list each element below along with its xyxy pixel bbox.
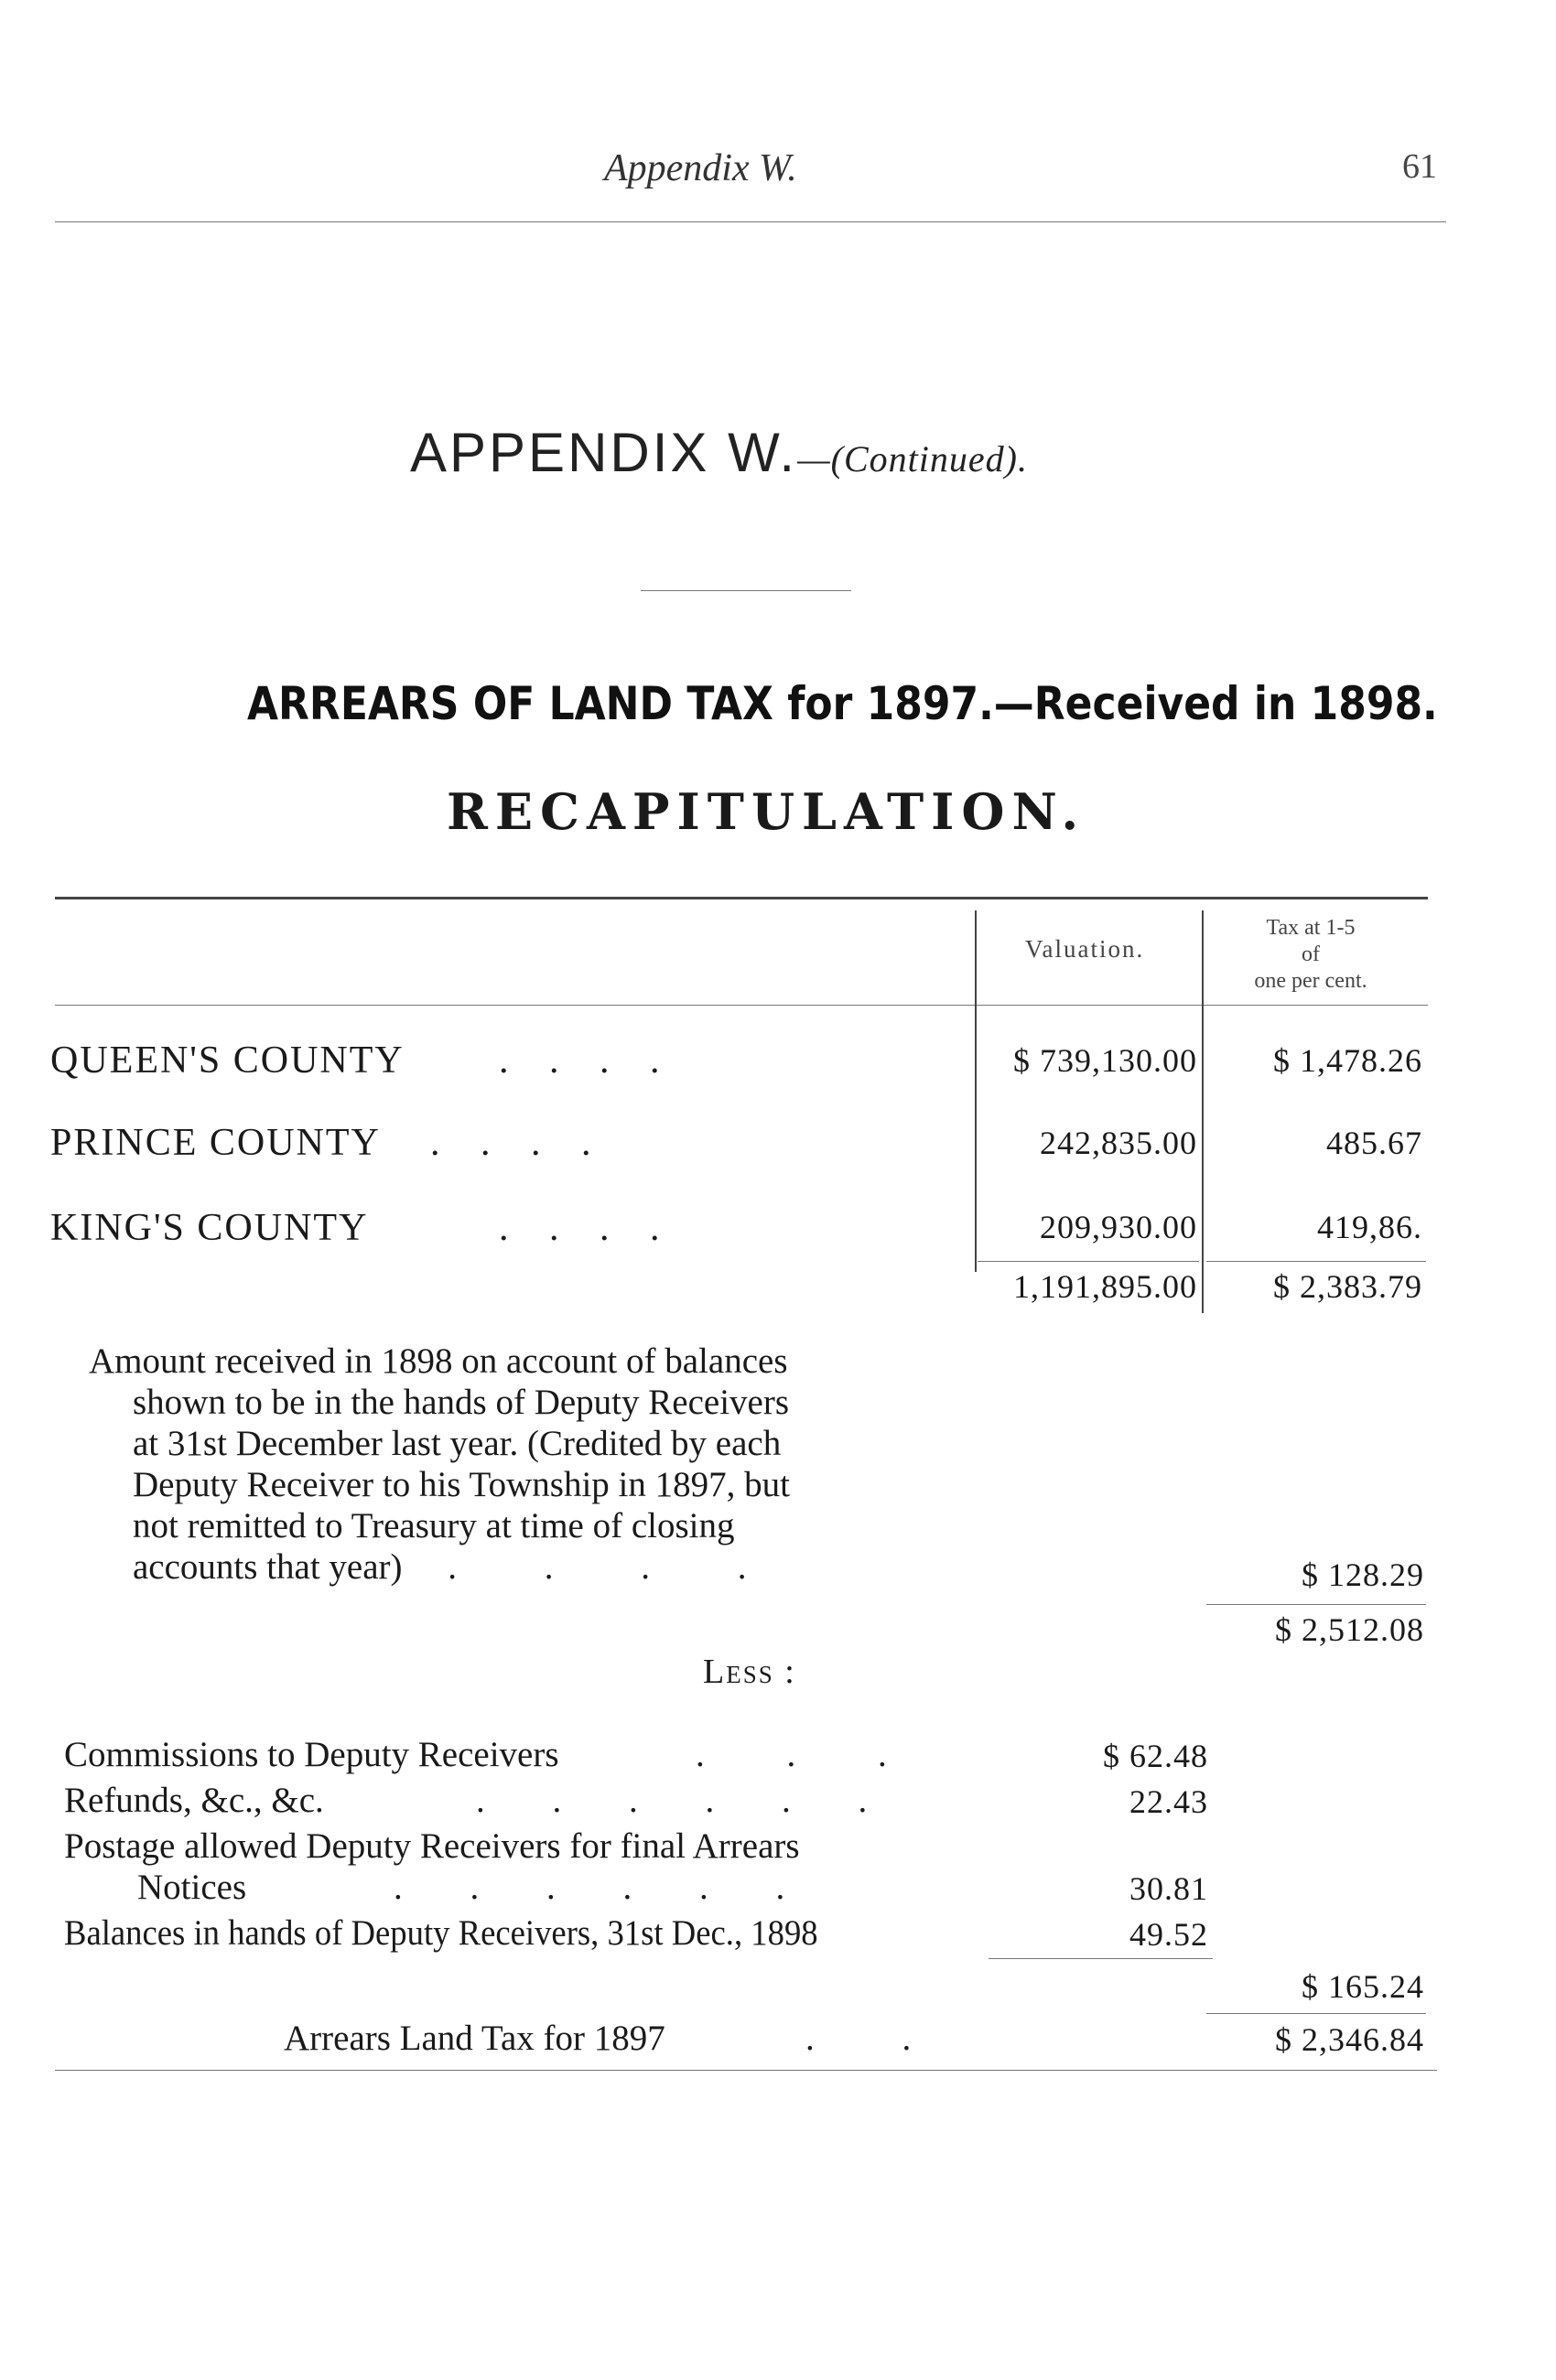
table-head-rule bbox=[55, 1005, 1428, 1006]
row-tax: $ 1,478.26 bbox=[1273, 1042, 1422, 1079]
running-title: Appendix W. bbox=[604, 147, 797, 189]
final-amount: $ 2,346.84 bbox=[1275, 2021, 1424, 2058]
deduction-amount: $ 62.48 bbox=[1103, 1738, 1208, 1774]
final-leaders: . . bbox=[805, 2019, 912, 2058]
county-name: QUEEN'S COUNTY bbox=[50, 1039, 405, 1082]
amount-line: not remitted to Treasury at time of closing bbox=[133, 1506, 735, 1545]
row-leaders: . . . . bbox=[499, 1039, 660, 1082]
subtotal-value: $ 2,512.08 bbox=[1275, 1611, 1424, 1648]
amount-line: Amount received in 1898 on account of balances bbox=[89, 1341, 788, 1381]
deduction-label: Postage allowed Deputy Receivers for final Arrears bbox=[64, 1826, 800, 1866]
col-header-tax bbox=[1210, 915, 1411, 995]
total-tax: $ 2,383.79 bbox=[1273, 1268, 1422, 1305]
deduction-amount: 22.43 bbox=[1129, 1783, 1208, 1820]
deduction-leaders: . . . bbox=[696, 1735, 887, 1774]
header-rule bbox=[55, 221, 1446, 222]
deductions-rule bbox=[989, 1958, 1213, 1959]
col-header-tax-line2: of bbox=[1302, 942, 1320, 966]
final-label: Arrears Land Tax for 1897 bbox=[284, 2019, 665, 2058]
amount-line: Deputy Receiver to his Township in 1897, but bbox=[133, 1465, 790, 1504]
total-rule-tax bbox=[1206, 1261, 1426, 1262]
amount-received-value: $ 128.29 bbox=[1302, 1556, 1424, 1593]
total-rule-valuation bbox=[978, 1261, 1199, 1262]
col-divider-1 bbox=[975, 910, 977, 1272]
amount-line bbox=[133, 1546, 993, 1588]
title-rule bbox=[641, 590, 851, 591]
row-valuation: 242,835.00 bbox=[1040, 1125, 1197, 1161]
deduction-label: Refunds, &c., &c. bbox=[64, 1781, 324, 1820]
subtotal-rule bbox=[1206, 1604, 1426, 1605]
amount-line: at 31st December last year. (Credited by each bbox=[133, 1424, 782, 1463]
total-valuation: 1,191,895.00 bbox=[1013, 1268, 1197, 1305]
row-tax: 419,86. bbox=[1317, 1209, 1422, 1245]
deduction-label: Commissions to Deputy Receivers bbox=[64, 1735, 559, 1774]
row-leaders: . . . . bbox=[499, 1207, 660, 1249]
col-header-valuation: Valuation. bbox=[1025, 935, 1145, 963]
amount-line: shown to be in the hands of Deputy Receivers bbox=[133, 1383, 790, 1422]
page-title bbox=[410, 421, 1028, 484]
row-tax: 485.67 bbox=[1326, 1125, 1422, 1161]
page-number: 61 bbox=[1402, 147, 1437, 186]
less-heading: Less : bbox=[703, 1653, 796, 1691]
title-main: APPENDIX W. bbox=[410, 422, 798, 483]
row-valuation: 209,930.00 bbox=[1040, 1209, 1197, 1245]
deduction-leaders: . . . . . . bbox=[476, 1781, 868, 1820]
section-heading: RECAPITULATION. bbox=[447, 782, 1086, 841]
county-name: KING'S COUNTY bbox=[50, 1207, 369, 1249]
deduction-amount: 30.81 bbox=[1129, 1870, 1208, 1907]
deduction-leaders: . . . . . . bbox=[394, 1868, 785, 1907]
deduction-amount: 49.52 bbox=[1129, 1916, 1208, 1953]
final-rule bbox=[1206, 2013, 1426, 2014]
row-leaders: . . . . bbox=[430, 1122, 591, 1164]
deduction-label: Balances in hands of Deputy Receivers, 31st Dec., 1898 bbox=[64, 1913, 818, 1953]
col-header-tax-line1: Tax at 1-5 bbox=[1266, 916, 1356, 940]
row-valuation: $ 739,130.00 bbox=[1013, 1042, 1197, 1079]
col-divider-2 bbox=[1202, 910, 1204, 1313]
deductions-total: $ 165.24 bbox=[1302, 1968, 1424, 2005]
county-name: PRINCE COUNTY bbox=[50, 1122, 381, 1164]
amount-leaders: . . . . bbox=[448, 1547, 747, 1587]
subtitle: ARREARS OF LAND TAX for 1897.—Received in 1898. bbox=[247, 677, 1438, 730]
col-header-tax-line3: one per cent. bbox=[1254, 969, 1367, 993]
title-continued: —(Continued). bbox=[797, 438, 1028, 479]
amount-line-last: accounts that year) bbox=[133, 1547, 403, 1587]
amount-received-text bbox=[89, 1341, 993, 1588]
table-top-rule bbox=[55, 897, 1428, 899]
bottom-rule bbox=[55, 2070, 1437, 2071]
deduction-label-cont: Notices bbox=[137, 1868, 247, 1907]
